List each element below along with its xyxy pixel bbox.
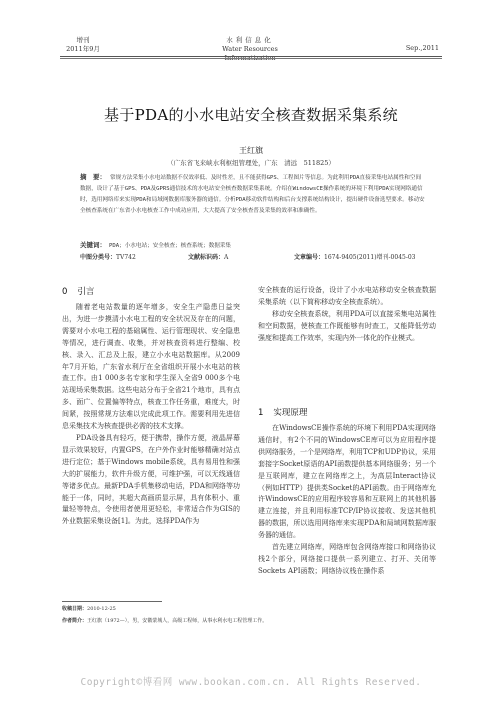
right-column-body — [258, 423, 436, 578]
abstract-label: 摘 要： — [80, 173, 106, 181]
keywords — [80, 240, 425, 251]
article-number-label: 文章编号： — [294, 254, 325, 261]
footnote-rule — [62, 601, 162, 602]
clc-value: TV742 — [116, 254, 136, 261]
paragraph: 首先建立网络库，网络库包含网络库接口和网络协议栈2个部分，网络接口提供一系列建立、打开、关闭等Sockets API函数；网络协议栈在操作系 — [258, 543, 436, 575]
right-column-top — [258, 285, 436, 345]
author-info: 王红旗（1972—），男，安徽蒙城人，高级工程师，从事水利水电工程管理工作。 — [87, 618, 268, 624]
issue-date: 2011年9月 — [66, 45, 100, 53]
journal-name-en: Water Resources Informatization — [222, 45, 278, 62]
section-number: 0 — [62, 287, 68, 297]
keywords-text: PDA；小水电站；安全核查；核查系统；数据采集 — [109, 243, 231, 249]
received-date: 2010-12-25 — [87, 606, 116, 612]
footnote-received — [62, 605, 116, 612]
author: 王红旗 — [239, 146, 263, 155]
section-title: 实现原理 — [273, 408, 308, 418]
received-label: 收稿日期： — [62, 606, 88, 612]
header-rule — [60, 56, 442, 59]
section-heading-principle — [258, 406, 307, 418]
paragraph: 安全核查的运行设备，设计了小水电站移动安全核查数据采集系统（以下简称移动安全核查系统）。 — [258, 286, 436, 306]
affiliation: （广东省飞来峡水利枢纽管理处，广东 清远 511825） — [167, 159, 335, 167]
doc-code-field — [188, 252, 228, 261]
article-number-field — [294, 252, 416, 261]
running-header-right: Sep.,2011 — [405, 44, 439, 52]
article-number-value: 1674-9405(2011)增刊-0045-03 — [324, 254, 416, 261]
journal-name-cn: 水利信息化 — [226, 36, 274, 44]
paragraph: PDA设备具有轻巧，便于携带，操作方便，液晶屏幕显示效果较好，内置GPS，在户外作业时能够精确对站点进行定位；基于Windows mobile系统，具有易用性和强大的扩展能力，软件升级方便，可维护强，可以无线通信等诸多优点。最新PDA手机集移动电话，PDA和网络等功能于一体，同时，其超大高画质显示屏，具有体积小、重量轻等特点，令使用者使用更轻松，非常适合作为GIS的外业数据采集设备[1]。为此，选择PDA作为 — [62, 433, 240, 526]
author-info-label: 作者简介： — [62, 618, 88, 624]
left-column-body — [62, 302, 240, 528]
paragraph: 在WindowsCE操作系统的环境下利用PDA实现网络通信时，有2个不同的WindowsCE库可以为应用程序提供网络服务，一个是网络库，利用TCP和UDP协议，采用套接字Socket原语的API函数提供基本网络服务；另一个是互联网库，建立在网络库之上，为高层Interact协议（例如HTTP）提供类Socket的API函数。由于网络库允许WindowsCE的应用程序较容易和互联网上的其他机器建立连接，并且利用标准TCP/IP协议接收、发送其他机器的数据，所以选用网络库来实现PDA和局域网数据库服务器的通信。 — [258, 424, 436, 540]
doc-code-label: 文献标识码： — [188, 254, 225, 261]
section-title: 引言 — [77, 287, 95, 297]
abstract — [80, 172, 425, 217]
footnote-author — [62, 617, 267, 624]
paper-title: 基于PDA的小水电站安全核查数据采集系统 — [104, 106, 398, 124]
clc-label: 中图分类号： — [80, 254, 117, 261]
keywords-label: 关键词： — [80, 241, 106, 249]
paragraph: 移动安全核查系统，利用PDA可以直接采集电站属性和空间数据，使核查工作既能够有时查工，又能降低劳动强度和提高工作效率，实现内外一体化的作业模式。 — [258, 309, 436, 342]
issue-label: 增刊 — [76, 36, 90, 44]
section-number: 1 — [258, 408, 264, 418]
running-header-left — [63, 36, 103, 54]
abstract-text: 常规方法采集小水电站数据不仅效率低、及时性差，且不能获得GPS、工程图片等信息。为此利用PDA直接采集电站属性和空间数据，设计了基于GPS、PDA及GPRS通信技术的水电站安全核查数据采集系统。介绍在WindowsCE操作系统的环境下利用PDA实现网络通信时，选用网络库来实现PDA和局域网数据库服务器的通信。分析PDA移动软件结构和后台支撑系统结构设计，提出硬件设备选型要求。移动安全核查系统在广东省小水电核查工作中成功应用，大大提高了安全核查普及采集的效率和准确性。 — [80, 175, 425, 214]
section-heading-intro — [62, 285, 94, 297]
clc-field — [80, 252, 136, 261]
copyright-watermark: Copyright©博看网 www.bookan.com.cn. All Rights Reserved. — [80, 677, 422, 688]
paragraph: 随着老电站数量的逐年增多，安全生产隐患日益突出，为进一步摸清小水电工程的安全状况及存在的问题，需要对小水电工程的基础属性、运行管理现状、安全隐患等情况，进行调查、收集，并对核查资料进行整编、校核、录入、汇总及上报，建立小水电站数据库。从2009年7月开始，广东省水利厅在全省组织开展小水电站的核查工作。由1 000多名专家和学生深入全省9 000多个电站现场采集数据。这些电站分布于全省21个地市，具有点多、面广、位置偏等特点，核查工作任务重，难度大，时间紧，按照常规方法难以完成此项工作。需要利用先进信息采集技术为核查提供必需的技术支撑。 — [62, 303, 240, 431]
doc-code-value: A — [224, 254, 229, 261]
